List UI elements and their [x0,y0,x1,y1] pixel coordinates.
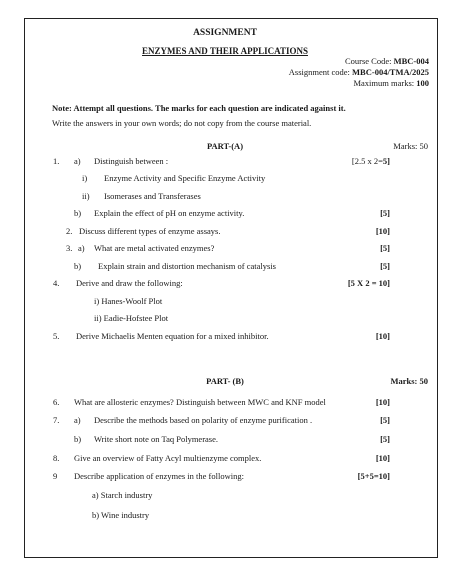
q6-marks: [10] [375,397,390,407]
q9a-text: a) Starch industry [92,490,153,500]
q1-marks-suffix: ] [387,156,390,166]
q2-marks: [10] [375,226,390,236]
q1b-text: Explain the effect of pH on enzyme activity. [94,208,245,218]
q9-text: Describe application of enzymes in the following: [74,471,244,481]
q5-text: Derive Michaelis Menten equation for a mixed inhibitor. [76,331,269,341]
assignment-code-value: MBC-004/TMA/2025 [352,67,429,77]
q2-number: 2. [66,226,73,236]
q5-number: 5. [53,331,60,341]
q3b-marks: [5] [380,261,390,271]
part-b-marks: Marks: 50 [390,376,428,386]
q9-marks: [5+5=10] [357,471,390,481]
q3-number: 3. [66,243,73,253]
q8-number: 8. [53,453,60,463]
q1-marks-prefix: [2.5 x 2= [351,156,383,166]
q7b-text: Write short note on Taq Polymerase. [94,434,219,444]
q9-number: 9 [53,471,58,481]
assignment-code-label: Assignment code: [288,67,350,77]
q1-marks-bold: 5 [382,156,388,166]
q3b-text: Explain strain and distortion mechanism of catalysis [98,261,276,271]
q1b-marks: [5] [380,208,390,218]
part-b-title: PART- (B) [206,376,244,386]
q1ii-label: ii) [82,191,90,201]
q4i-text: i) Hanes-Woolf Plot [94,296,163,306]
course-code-line [345,56,429,66]
q7-sub-label: a) [74,415,81,425]
q5-marks: [10] [375,331,390,341]
q9b-text: b) Wine industry [92,510,150,520]
q4ii-text: ii) Eadie-Hofstee Plot [94,313,169,323]
q6-text: What are allosteric enzymes? Distinguish between MWC and KNF model [74,397,326,407]
note-bold: Note: Attempt all questions. The marks for each question are indicated against it. [52,103,346,113]
q1b-label: b) [74,208,82,218]
q4-marks: [5 X 2 = 10] [347,278,390,288]
part-a-marks: Marks: 50 [393,141,428,151]
document-title: ASSIGNMENT [193,28,257,38]
q1ii-text: Isomerases and Transferases [104,191,201,201]
q7b-label: b) [74,434,82,444]
q1i-label: i) [82,173,88,183]
q4-number: 4. [53,278,60,288]
q1-marks [352,156,390,166]
q1-number: 1. [53,156,60,166]
q3-marks: [5] [380,243,390,253]
course-code-value: MBC-004 [393,56,429,66]
max-marks-line [353,78,429,88]
q1i-text: Enzyme Activity and Specific Enzyme Activity [104,173,266,183]
q2-text: Discuss different types of enzyme assays. [79,226,221,236]
q3-text: What are metal activated enzymes? [94,243,215,253]
q7-text: Describe the methods based on polarity of enzyme purification . [94,415,313,425]
note-plain: Write the answers in your own words; do not copy from the course material. [52,118,312,128]
q7-marks: [5] [380,415,390,425]
q7-number: 7. [53,415,60,425]
q7b-marks: [5] [380,434,390,444]
q1-text: Distinguish between : [94,156,169,166]
q3-sub-label: a) [78,243,85,253]
q6-number: 6. [53,397,60,407]
q1-sub-label: a) [74,156,81,166]
course-code-label: Course Code: [344,56,392,66]
part-a-title: PART-(A) [206,141,244,151]
document-subtitle: ENZYMES AND THEIR APPLICATIONS [142,46,308,56]
assignment-code-line [289,67,429,77]
q8-text: Give an overview of Fatty Acyl multienzyme complex. [74,453,262,463]
max-marks-value: 100 [416,78,429,88]
q8-marks: [10] [375,453,390,463]
q3b-label: b) [74,261,82,271]
q4-text: Derive and draw the following: [76,278,183,288]
max-marks-label: Maximum marks: [353,78,415,88]
